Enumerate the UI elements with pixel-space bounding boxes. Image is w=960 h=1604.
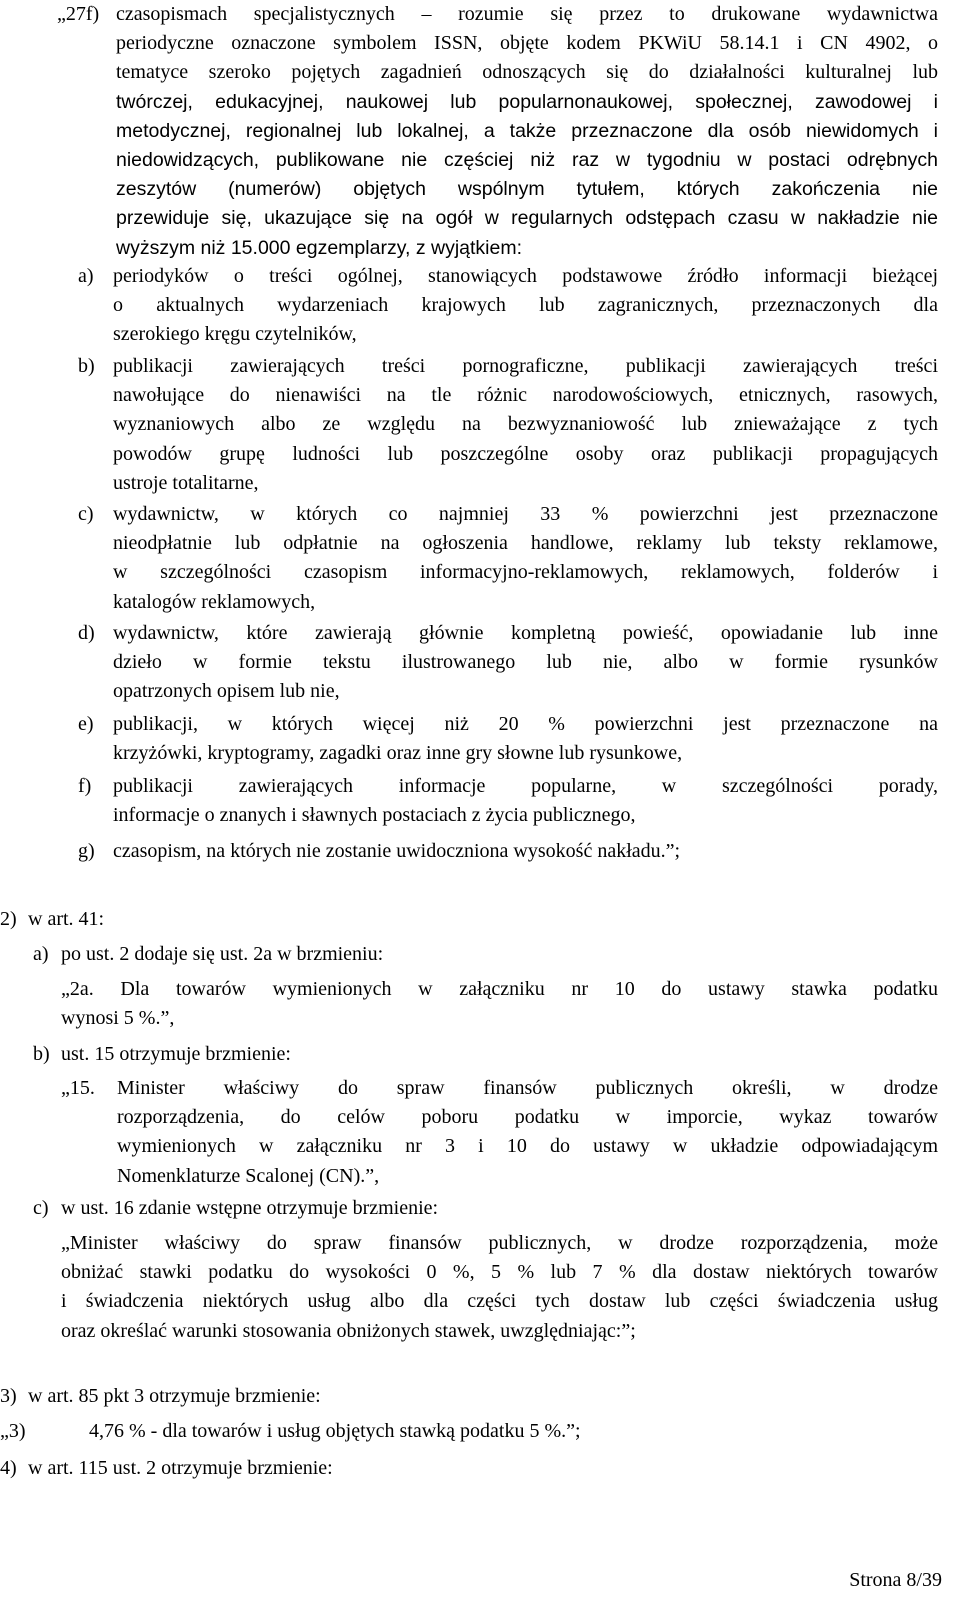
item-a-label: a) [78, 265, 94, 287]
item-a-line-1: periodyków o treści ogólnej, stanowiących podstawowe źródło informacji bieżącej [113, 265, 938, 287]
item-d-text [113, 619, 938, 707]
item-27f-sans-body [116, 88, 938, 263]
item-27f-line-3: tematyce szeroko pojętych zagadnień odnoszących się do działalności kulturalnej lub [116, 61, 938, 84]
point-2c-quote-line-1: „Minister właściwy do spraw finansów publicznych, w drodze rozporządzenia, może [61, 1232, 938, 1254]
point-2c-text: w ust. 16 zdanie wstępne otrzymuje brzmienie: [61, 1197, 439, 1219]
item-c-line-4: katalogów reklamowych, [113, 590, 316, 613]
item-d-label: d) [78, 622, 95, 644]
item-d-line-2: dzieło w formie tekstu ilustrowanego lub nie, albo w formie rysunków [113, 651, 938, 674]
item-g-text: czasopism, na których nie zostanie uwidoczniona wysokość nakładu.”; [113, 840, 681, 862]
point-2a-quote [61, 975, 938, 1033]
item-b-text [113, 352, 938, 498]
point-2a-label: a) [33, 943, 49, 965]
point-2b-quote-line-4: Nomenklaturze Scalonej (CN).”, [117, 1164, 380, 1187]
item-e-label: e) [78, 713, 94, 735]
item-27f-body [116, 29, 938, 87]
item-e-text [113, 710, 938, 768]
item-b-line-2: nawołujące do nienawiści na tle różnic narodowościowych, etnicznych, rasowych, [113, 384, 938, 407]
point-3-quote-label: „3) [0, 1420, 26, 1442]
point-4-label: 4) [0, 1457, 17, 1479]
point-2b-label: b) [33, 1043, 50, 1065]
item-b-line-1: publikacji zawierających treści pornograficzne, publikacji zawierających treści [113, 355, 938, 377]
item-e-line-1: publikacji, w których więcej niż 20 % powierzchni jest przeznaczone na [113, 713, 938, 735]
item-b-line-4: powodów grupę ludności lub poszczególne osoby oraz publikacji propagujących [113, 442, 938, 465]
item-d-line-1: wydawnictw, które zawierają głównie kompletną powieść, opowiadanie lub inne [113, 622, 938, 644]
point-2a-quote-line-1: „2a. Dla towarów wymienionych w załączniku nr 10 do ustawy stawka podatku [61, 978, 938, 1000]
item-e-line-2: krzyżówki, kryptogramy, zagadki oraz inne gry słowne lub rysunkowe, [113, 742, 683, 765]
point-2b-quote-line-2: rozporządzenia, do celów poboru podatku w imporcie, wykaz towarów [117, 1106, 938, 1129]
item-f-label: f) [78, 775, 92, 797]
item-c-line-2: nieodpłatnie lub odpłatnie na ogłoszenia handlowe, reklamy lub teksty reklamowe, [113, 532, 938, 555]
point-2b-text: ust. 15 otrzymuje brzmienie: [61, 1043, 291, 1065]
item-27f-line-8: przewiduje się, ukazujące się na ogół w regularnych odstępach czasu w nakładzie nie [116, 207, 938, 230]
point-2b-quote [117, 1074, 938, 1191]
point-2-text: w art. 41: [28, 908, 105, 930]
point-2b-quote-line-1: Minister właściwy do spraw finansów publicznych określi, w drodze [117, 1077, 938, 1099]
item-c-label: c) [78, 503, 94, 525]
point-2c-quote [61, 1229, 938, 1346]
item-b-line-3: wyznaniowych albo ze względu na bezwyznaniowość lub znieważające z tych [113, 413, 938, 436]
item-27f-line-7: zeszytów (numerów) objętych wspólnym tytułem, których zakończenia nie [116, 178, 938, 201]
point-2b-quote-label: „15. [61, 1077, 95, 1099]
item-a-text [113, 262, 938, 350]
point-2b-quote-line-3: wymienionych w załączniku nr 3 i 10 do ustawy w układzie odpowiadającym [117, 1135, 938, 1158]
item-f-line-1: publikacji zawierających informacje popularne, w szczególności porady, [113, 775, 938, 797]
item-b-line-5: ustroje totalitarne, [113, 471, 259, 494]
item-27f-label: „27f) [57, 3, 100, 25]
point-4-text: w art. 115 ust. 2 otrzymuje brzmienie: [28, 1457, 333, 1479]
point-2c-label: c) [33, 1197, 49, 1219]
point-2-label: 2) [0, 908, 17, 930]
point-2a-quote-line-2: wynosi 5 %.”, [61, 1007, 175, 1030]
point-2c-quote-line-2: obniżać stawki podatku do wysokości 0 %, 5 % lub 7 % dla dostaw niektórych towarów [61, 1261, 938, 1284]
item-f-text [113, 772, 938, 830]
page-number: Strona 8/39 [849, 1569, 942, 1591]
item-27f-line-4: twórczej, edukacyjnej, naukowej lub popularnonaukowej, społecznej, zawodowej i [116, 90, 938, 113]
item-27f-line-2: periodyczne oznaczone symbolem ISSN, objęte kodem PKWiU 58.14.1 i CN 4902, o [116, 32, 938, 54]
item-27f-line-1: czasopismach specjalistycznych – rozumie się przez to drukowane wydawnictwa [116, 3, 938, 25]
point-3-text: w art. 85 pkt 3 otrzymuje brzmienie: [28, 1385, 321, 1407]
point-3-label: 3) [0, 1385, 17, 1407]
item-27f-line-6: niedowidzących, publikowane nie częściej niż raz w tygodniu w postaci odrębnych [116, 148, 938, 171]
point-2a-text: po ust. 2 dodaje się ust. 2a w brzmieniu: [61, 943, 384, 965]
item-c-text [113, 500, 938, 617]
item-27f-line-9: wyższym niż 15.000 egzemplarzy, z wyjątkiem: [116, 236, 523, 259]
item-a-line-2: o aktualnych wydarzeniach krajowych lub zagranicznych, przeznaczonych dla [113, 294, 938, 317]
point-2c-quote-line-3: i świadczenia niektórych usług albo dla części tych dostaw lub części świadczenia usług [61, 1290, 938, 1313]
item-f-line-2: informacje o znanych i sławnych postaciach z życia publicznego, [113, 804, 636, 827]
item-d-line-3: opatrzonych opisem lub nie, [113, 680, 340, 703]
item-27f-line-5: metodycznej, regionalnej lub lokalnej, a także przeznaczone dla osób niewidomych i [116, 119, 938, 142]
item-b-label: b) [78, 355, 95, 377]
item-g-label: g) [78, 840, 95, 862]
point-2c-quote-line-4: oraz określać warunki stosowania obniżonych stawek, uwzględniając:”; [61, 1319, 636, 1342]
item-c-line-3: w szczególności czasopism informacyjno-reklamowych, reklamowych, folderów i [113, 561, 938, 584]
item-c-line-1: wydawnictw, w których co najmniej 33 % powierzchni jest przeznaczone [113, 503, 938, 525]
item-a-line-3: szerokiego kręgu czytelników, [113, 323, 357, 346]
point-3-quote: 4,76 % - dla towarów i usług objętych stawką podatku 5 %.”; [89, 1420, 581, 1442]
